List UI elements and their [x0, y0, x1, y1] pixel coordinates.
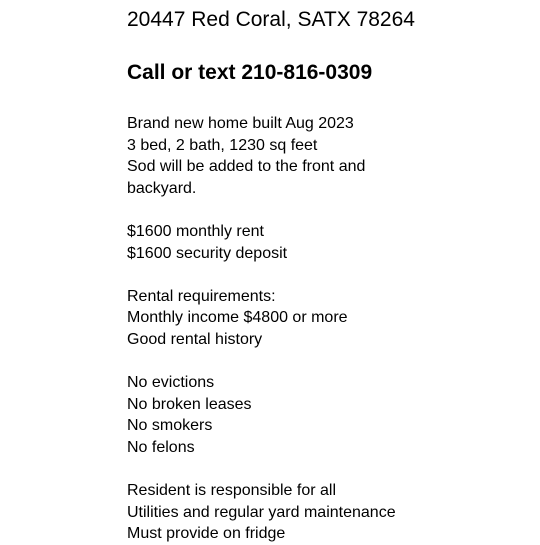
- responsibility-item: Resident is responsible for all: [127, 482, 336, 500]
- responsibility-item: Utilities and regular yard maintenance: [127, 503, 396, 521]
- restriction-item: No evictions: [127, 374, 215, 392]
- security-deposit: $1600 security deposit: [127, 244, 288, 262]
- description-line: backyard.: [127, 179, 197, 197]
- description-section: [127, 113, 532, 199]
- rental-listing-document: [127, 6, 532, 545]
- property-address: 20447 Red Coral, SATX 78264: [127, 8, 415, 31]
- description-line: Sod will be added to the front and: [127, 158, 366, 176]
- description-line: 3 bed, 2 bath, 1230 sq feet: [127, 136, 318, 154]
- description-line: Brand new home built Aug 2023: [127, 115, 354, 132]
- requirement-item: Monthly income $4800 or more: [127, 309, 348, 327]
- responsibility-item: Must provide on fridge: [127, 525, 286, 543]
- requirements-section: [127, 286, 532, 351]
- requirement-item: Good rental history: [127, 330, 263, 348]
- pricing-section: [127, 221, 532, 264]
- monthly-rent: $1600 monthly rent: [127, 222, 264, 240]
- restriction-item: No broken leases: [127, 395, 252, 413]
- restriction-item: No smokers: [127, 417, 213, 435]
- restrictions-section: [127, 372, 532, 458]
- contact-phone: Call or text 210-816-0309: [127, 61, 373, 84]
- restriction-item: No felons: [127, 438, 195, 456]
- responsibilities-section: [127, 480, 532, 545]
- requirements-heading: Rental requirements:: [127, 287, 276, 305]
